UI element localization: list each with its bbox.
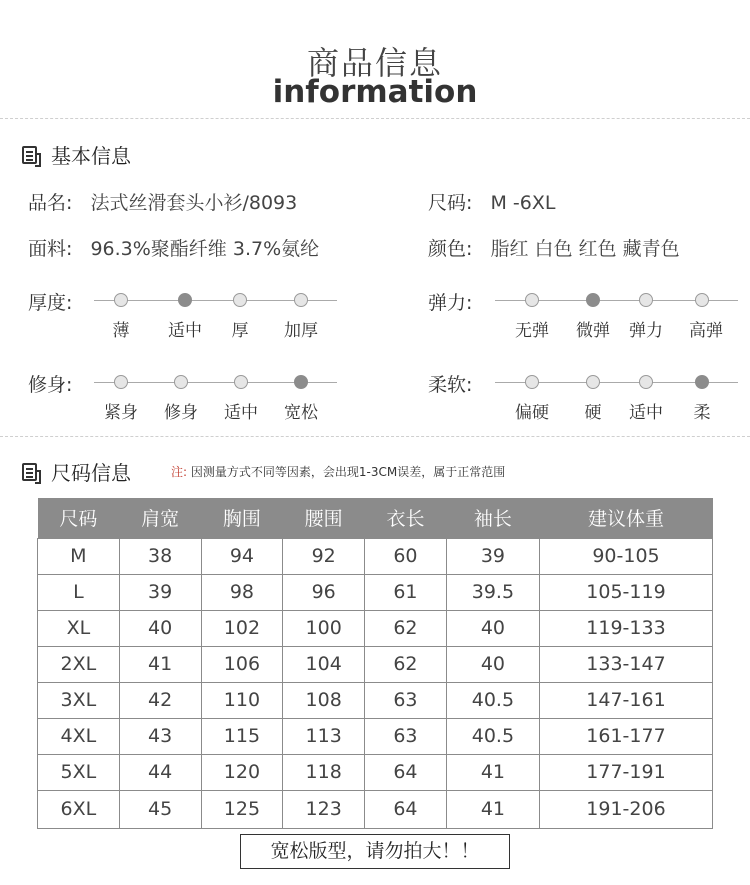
fabric-row: [28, 234, 319, 261]
softness-dot-1: [525, 375, 539, 389]
table-header-row: [38, 498, 713, 538]
fit-dot-1: [114, 375, 128, 389]
table-cell: 63: [365, 718, 447, 754]
page-title-cn: 商品信息: [306, 44, 443, 82]
table-cell: M: [38, 538, 120, 574]
table-cell: 64: [365, 754, 447, 790]
divider: [0, 436, 750, 437]
table-cell: 44: [119, 754, 201, 790]
table-cell: 125: [201, 790, 283, 828]
table-header: 袖长: [446, 498, 539, 538]
table-cell: 40: [446, 610, 539, 646]
divider: [0, 118, 750, 119]
table-cell: L: [38, 574, 120, 610]
size-range-row: [428, 188, 555, 215]
fit-label: 修身:: [28, 374, 73, 396]
size-range-value: M -6XL: [490, 192, 556, 214]
table-cell: 96: [283, 574, 365, 610]
softness-option-1: 偏硬: [515, 403, 549, 423]
softness-option-3: 适中: [629, 403, 663, 423]
product-name-label: 品名:: [28, 192, 73, 214]
table-cell: 106: [201, 646, 283, 682]
table-cell: 40: [119, 610, 201, 646]
table-cell: 40: [446, 646, 539, 682]
table-cell: 63: [365, 682, 447, 718]
thickness-label: 厚度:: [28, 292, 73, 314]
table-cell: 105-119: [540, 574, 713, 610]
table-cell: 133-147: [540, 646, 713, 682]
document-icon: [22, 463, 37, 481]
elasticity-dot-2: [586, 293, 600, 307]
basic-info-header: [22, 140, 131, 169]
table-header: 衣长: [365, 498, 447, 538]
table-cell: 177-191: [540, 754, 713, 790]
table-cell: 2XL: [38, 646, 120, 682]
table-cell: 62: [365, 646, 447, 682]
thickness-dot-1: [114, 293, 128, 307]
softness-dot-3: [639, 375, 653, 389]
table-cell: 123: [283, 790, 365, 828]
table-row: [38, 610, 713, 646]
softness-dot-4: [695, 375, 709, 389]
softness-label: 柔软:: [428, 374, 473, 396]
thickness-option-4: 加厚: [284, 321, 318, 341]
table-cell: 38: [119, 538, 201, 574]
note-text: 因测量方式不同等因素，会出现1-3CM误差，属于正常范围: [190, 465, 506, 479]
fit-option-3: 适中: [224, 403, 258, 423]
table-cell: 4XL: [38, 718, 120, 754]
softness-option-4: 柔: [693, 403, 711, 423]
thickness-dot-4: [294, 293, 308, 307]
thickness-option-2: 适中: [168, 321, 202, 341]
elasticity-option-3: 弹力: [629, 321, 663, 341]
page-title-en: information: [272, 74, 478, 110]
product-name-value: 法式丝滑套头小衫/8093: [90, 192, 298, 214]
size-table: [37, 498, 713, 829]
table-cell: 191-206: [540, 790, 713, 828]
table-cell: 102: [201, 610, 283, 646]
table-cell: 119-133: [540, 610, 713, 646]
elasticity-option-1: 无弹: [515, 321, 549, 341]
table-cell: 6XL: [38, 790, 120, 828]
note-key: 注:: [171, 465, 188, 479]
table-cell: 39: [446, 538, 539, 574]
table-cell: 98: [201, 574, 283, 610]
softness-option-2: 硬: [584, 403, 602, 423]
fit-option-4: 宽松: [284, 403, 318, 423]
fabric-label: 面料:: [28, 238, 73, 260]
table-cell: 147-161: [540, 682, 713, 718]
measurement-note: [171, 463, 505, 480]
table-cell: 100: [283, 610, 365, 646]
table-row: [38, 574, 713, 610]
table-cell: 113: [283, 718, 365, 754]
table-cell: 39: [119, 574, 201, 610]
table-cell: 62: [365, 610, 447, 646]
table-cell: 64: [365, 790, 447, 828]
table-header: 胸围: [201, 498, 283, 538]
product-name-row: [28, 188, 297, 215]
color-value: 脂红 白色 红色 藏青色: [490, 238, 680, 260]
table-cell: 45: [119, 790, 201, 828]
table-row: [38, 718, 713, 754]
table-cell: 39.5: [446, 574, 539, 610]
elasticity-option-4: 高弹: [689, 321, 723, 341]
table-cell: 42: [119, 682, 201, 718]
size-info-header: [22, 457, 505, 486]
elasticity-option-2: 微弹: [576, 321, 610, 341]
table-cell: 104: [283, 646, 365, 682]
table-cell: 108: [283, 682, 365, 718]
table-cell: 61: [365, 574, 447, 610]
table-header: 尺码: [38, 498, 120, 538]
fit-option-2: 修身: [164, 403, 198, 423]
thickness-dot-3: [233, 293, 247, 307]
fit-dot-4: [294, 375, 308, 389]
table-cell: 115: [201, 718, 283, 754]
document-icon: [22, 146, 37, 164]
size-range-label: 尺码:: [428, 192, 473, 214]
fabric-value: 96.3%聚酯纤维 3.7%氨纶: [90, 238, 320, 260]
table-header: 肩宽: [119, 498, 201, 538]
table-row: [38, 790, 713, 828]
fit-option-1: 紧身: [104, 403, 138, 423]
table-cell: 161-177: [540, 718, 713, 754]
thickness-option-3: 厚: [231, 321, 249, 341]
table-cell: 5XL: [38, 754, 120, 790]
table-cell: 92: [283, 538, 365, 574]
color-row: [428, 234, 680, 261]
table-cell: 60: [365, 538, 447, 574]
table-cell: 3XL: [38, 682, 120, 718]
elasticity-dot-4: [695, 293, 709, 307]
table-header: 腰围: [283, 498, 365, 538]
table-cell: 41: [119, 646, 201, 682]
table-cell: 118: [283, 754, 365, 790]
softness-dot-2: [586, 375, 600, 389]
size-info-title: 尺码信息: [51, 461, 131, 485]
table-header: 建议体重: [540, 498, 713, 538]
elasticity-dot-1: [525, 293, 539, 307]
table-cell: 40.5: [446, 682, 539, 718]
table-cell: 110: [201, 682, 283, 718]
thickness-dot-2: [178, 293, 192, 307]
thickness-option-1: 薄: [112, 321, 130, 341]
table-cell: 41: [446, 754, 539, 790]
fit-warning-box: 宽松版型，请勿拍大！！: [240, 834, 510, 869]
table-cell: XL: [38, 610, 120, 646]
fit-dot-3: [234, 375, 248, 389]
elasticity-dot-3: [639, 293, 653, 307]
table-row: [38, 646, 713, 682]
fit-dot-2: [174, 375, 188, 389]
table-row: [38, 538, 713, 574]
table-cell: 41: [446, 790, 539, 828]
table-cell: 90-105: [540, 538, 713, 574]
table-cell: 94: [201, 538, 283, 574]
table-row: [38, 682, 713, 718]
color-label: 颜色:: [428, 238, 473, 260]
table-row: [38, 754, 713, 790]
table-cell: 40.5: [446, 718, 539, 754]
table-cell: 43: [119, 718, 201, 754]
elasticity-label: 弹力:: [428, 292, 473, 314]
table-cell: 120: [201, 754, 283, 790]
basic-info-title: 基本信息: [51, 144, 131, 168]
